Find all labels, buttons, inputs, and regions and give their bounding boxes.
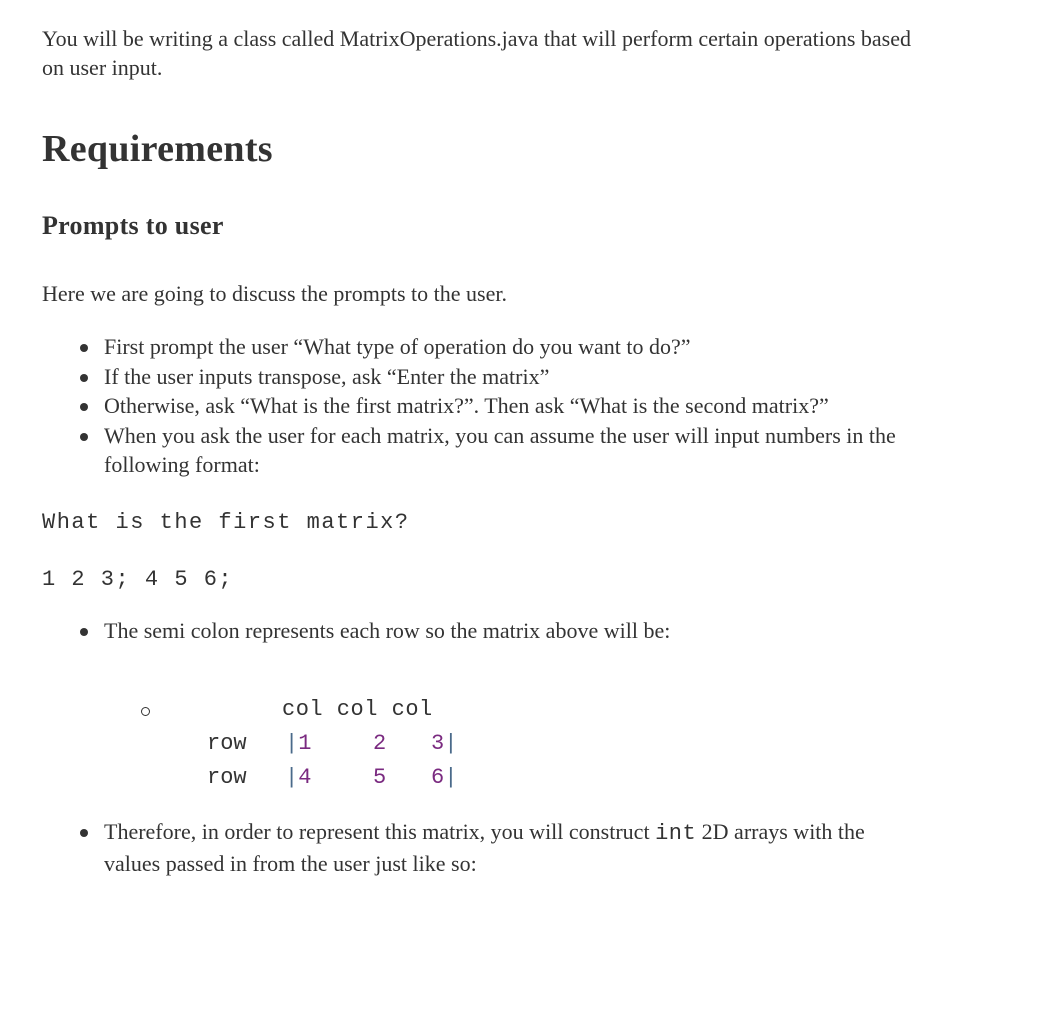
list-item-text: First prompt the user “What type of operation do you want to do?” [104, 334, 691, 359]
bullet-icon [80, 433, 88, 441]
inline-code-int: int [655, 821, 697, 846]
list-item-text: The semi colon represents each row so the matrix above will be: [104, 617, 671, 643]
bullet-icon [80, 403, 88, 411]
matrix-column-labels: col col col [282, 697, 433, 722]
list-item-text: If the user inputs transpose, ask “Enter the matrix” [104, 363, 550, 389]
list-item [104, 421, 914, 480]
heading-requirements: Requirements [42, 128, 273, 170]
therefore-list [42, 817, 914, 878]
list-item-text-before: Therefore, in order to represent this matrix, you will construct [104, 819, 656, 844]
matrix-right-bracket: | [444, 765, 458, 790]
list-item [104, 391, 914, 421]
matrix-row-label: row [207, 765, 247, 790]
matrix-header-row [207, 693, 457, 727]
matrix-cell: 5 [373, 765, 387, 790]
bullet-icon [80, 344, 88, 352]
matrix-cell: 4 [298, 765, 312, 790]
list-item [104, 362, 914, 392]
matrix-cell: 2 [373, 731, 387, 756]
matrix-row-label: row [207, 731, 247, 756]
code-prompt-line: What is the first matrix? [42, 509, 410, 535]
matrix-diagram [207, 693, 457, 795]
list-item [104, 332, 914, 362]
matrix-cell: 6 [431, 765, 445, 790]
list-item [104, 616, 914, 646]
bullet-icon [80, 628, 88, 636]
matrix-example [42, 693, 942, 793]
list-item-text-after: 2D arrays with the values passed in from the user just like so: [104, 819, 865, 876]
intro-paragraph: You will be writing a class called MatrixOperations.java that will perform certain operations based on user input. [42, 26, 911, 80]
hollow-bullet-icon [141, 707, 150, 716]
lead-paragraph: Here we are going to discuss the prompts to the user. [42, 281, 507, 306]
heading-prompts-to-user: Prompts to user [42, 211, 224, 240]
code-input-line: 1 2 3; 4 5 6; [42, 566, 234, 592]
bullet-icon [80, 374, 88, 382]
matrix-left-bracket: | [285, 731, 299, 756]
list-item-text: Otherwise, ask “What is the first matrix?”. Then ask “What is the second matrix?” [104, 393, 829, 418]
bullet-icon [80, 829, 88, 837]
matrix-row [207, 727, 457, 761]
semicolon-list [42, 616, 914, 646]
matrix-cell: 1 [298, 731, 312, 756]
matrix-right-bracket: | [444, 731, 458, 756]
matrix-row [207, 761, 457, 795]
list-item [104, 817, 914, 878]
matrix-left-bracket: | [285, 765, 299, 790]
list-item-text: When you ask the user for each matrix, you can assume the user will input numbers in the following format: [104, 422, 896, 477]
matrix-cell: 3 [431, 731, 445, 756]
prompts-list [42, 332, 914, 480]
